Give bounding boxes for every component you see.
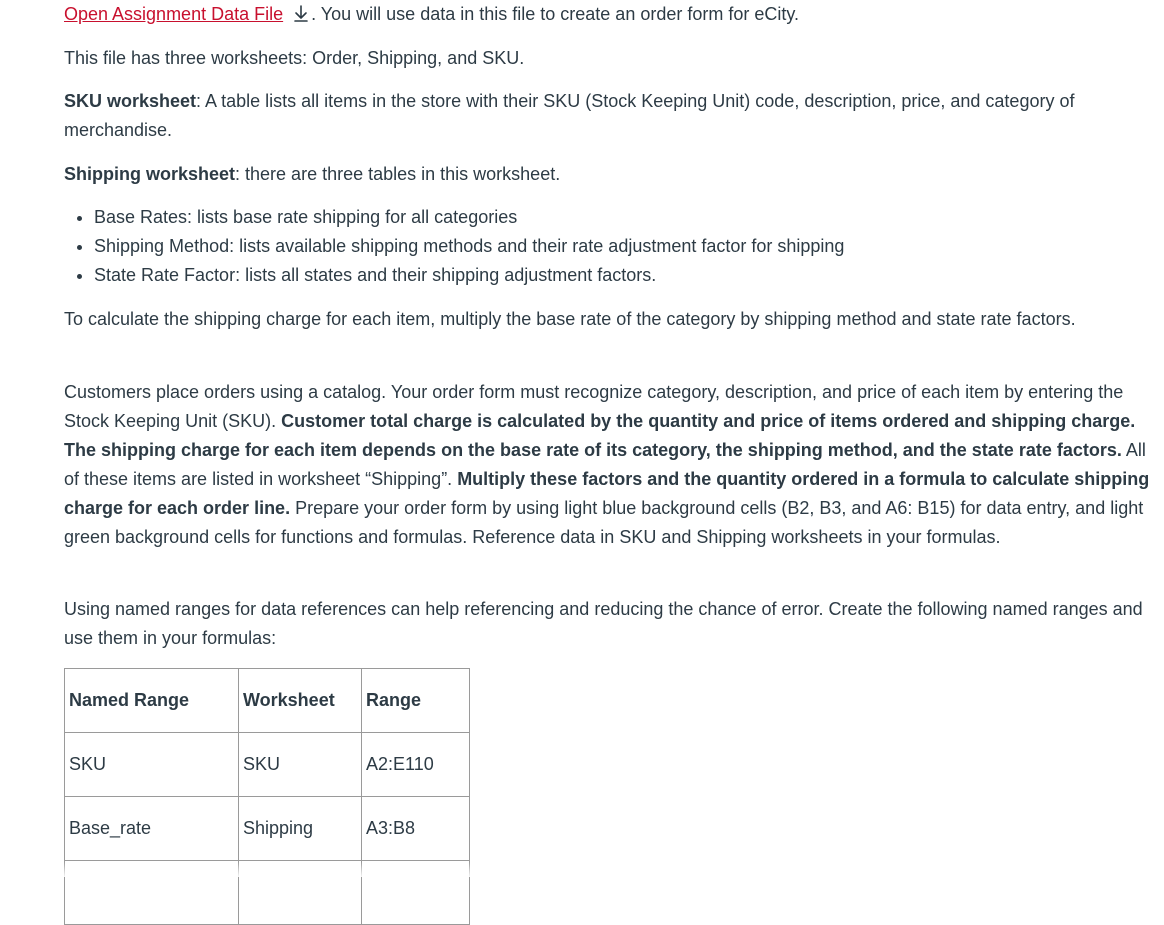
table-cell: SKU	[239, 733, 362, 797]
table-cell: Shipping	[239, 797, 362, 861]
shipping-worksheet-text: : there are three tables in this worksheet.	[235, 164, 561, 184]
table-cell: A2:E110	[362, 733, 470, 797]
table-header-row	[65, 669, 470, 733]
table-cell: A3:B8	[362, 797, 470, 861]
bottom-fade	[0, 862, 1024, 877]
list-item: • Base Rates: lists base rate shipping for all categories	[94, 203, 844, 232]
customers-bold-1: Customer total charge is calculated by the quantity and price of items ordered and shipping charge. The shipping charge for each item depends on the base rate of its category, the shipping method, and the state rate factors.	[64, 411, 1136, 460]
worksheets-line: This file has three worksheets: Order, Shipping, and SKU.	[64, 48, 525, 68]
customers-text-3: Prepare your order form by using light blue background cells (B2, B3, and A6: B15) for data entry, and light green background cells for functions and formulas. Reference data in SKU and Shipping worksheets in your formulas.	[64, 498, 1144, 547]
calculation-paragraph: To calculate the shipping charge for each item, multiply the base rate of the category by shipping method and state rate factors.	[64, 309, 1076, 329]
shipping-worksheet-paragraph	[64, 160, 560, 189]
sku-worksheet-text: : A table lists all items in the store with their SKU (Stock Keeping Unit) code, description, price, and category of merchandise.	[64, 91, 1075, 140]
download-arrow-icon[interactable]	[291, 3, 311, 23]
named-ranges-table	[64, 668, 470, 925]
list-item: • State Rate Factor: lists all states and their shipping adjustment factors.	[94, 261, 844, 290]
table-cell: Base_rate	[65, 797, 239, 861]
named-ranges-paragraph: Using named ranges for data references can help referencing and reducing the chance of error. Create the following named ranges and use them in your formulas:	[64, 599, 1143, 648]
intro-text: . You will use data in this file to create an order form for eCity.	[311, 4, 800, 24]
shipping-tables-list	[64, 203, 844, 290]
intro-paragraph	[64, 0, 799, 29]
customers-paragraph	[64, 378, 1164, 552]
header-range: Range	[362, 669, 470, 733]
sku-worksheet-label: SKU worksheet	[64, 91, 197, 111]
sku-worksheet-paragraph	[64, 87, 1164, 145]
shipping-worksheet-label: Shipping worksheet	[64, 164, 236, 184]
list-item: • Shipping Method: lists available shipping methods and their rate adjustment factor for shipping	[94, 232, 844, 261]
table-row	[65, 733, 470, 797]
customers-bold-2: Multiply these factors and the quantity ordered in a formula to calculate shipping charge for each order line.	[64, 469, 1150, 518]
table-cell: SKU	[65, 733, 239, 797]
customers-text-1: Customers place orders using a catalog. Your order form must recognize category, description, and price of each item by entering the Stock Keeping Unit (SKU).	[64, 382, 1124, 431]
assignment-data-file-link[interactable]: Open Assignment Data File	[64, 4, 284, 24]
header-worksheet: Worksheet	[239, 669, 362, 733]
table-row	[65, 797, 470, 861]
header-named-range: Named Range	[65, 669, 239, 733]
customers-text-2: All of these items are listed in worksheet “Shipping”.	[64, 440, 1146, 489]
